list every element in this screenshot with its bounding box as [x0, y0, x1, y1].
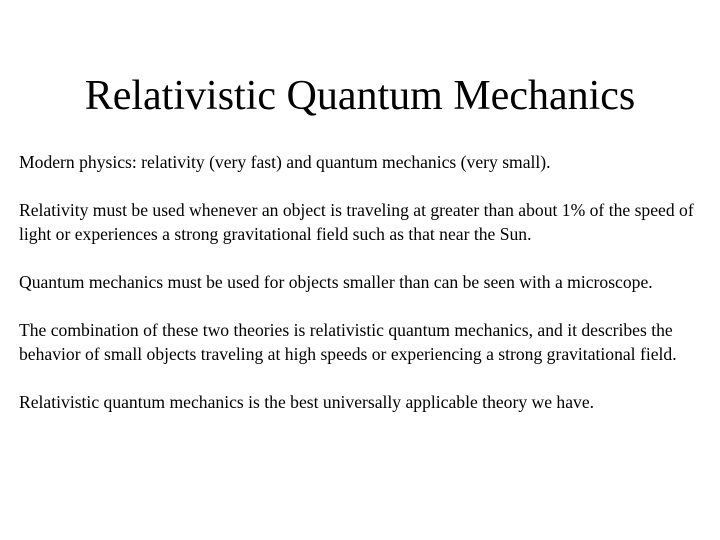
- slide-body: [19, 150, 711, 438]
- body-paragraph-2: Relativity must be used whenever an object is traveling at greater than about 1% of the speed of light or experiences a strong gravitational field such as that near the Sun.: [19, 200, 694, 244]
- slide-title: Relativistic Quantum Mechanics: [84, 73, 636, 119]
- body-paragraph-3: Quantum mechanics must be used for objects smaller than can be seen with a microscope.: [19, 272, 653, 292]
- body-paragraph-1: Modern physics: relativity (very fast) and quantum mechanics (very small).: [19, 152, 551, 172]
- body-paragraph-5: Relativistic quantum mechanics is the best universally applicable theory we have.: [19, 392, 595, 412]
- body-paragraph-4: The combination of these two theories is relativistic quantum mechanics, and it describes the behavior of small objects traveling at high speeds or experiencing a strong gravitational field.: [19, 320, 677, 364]
